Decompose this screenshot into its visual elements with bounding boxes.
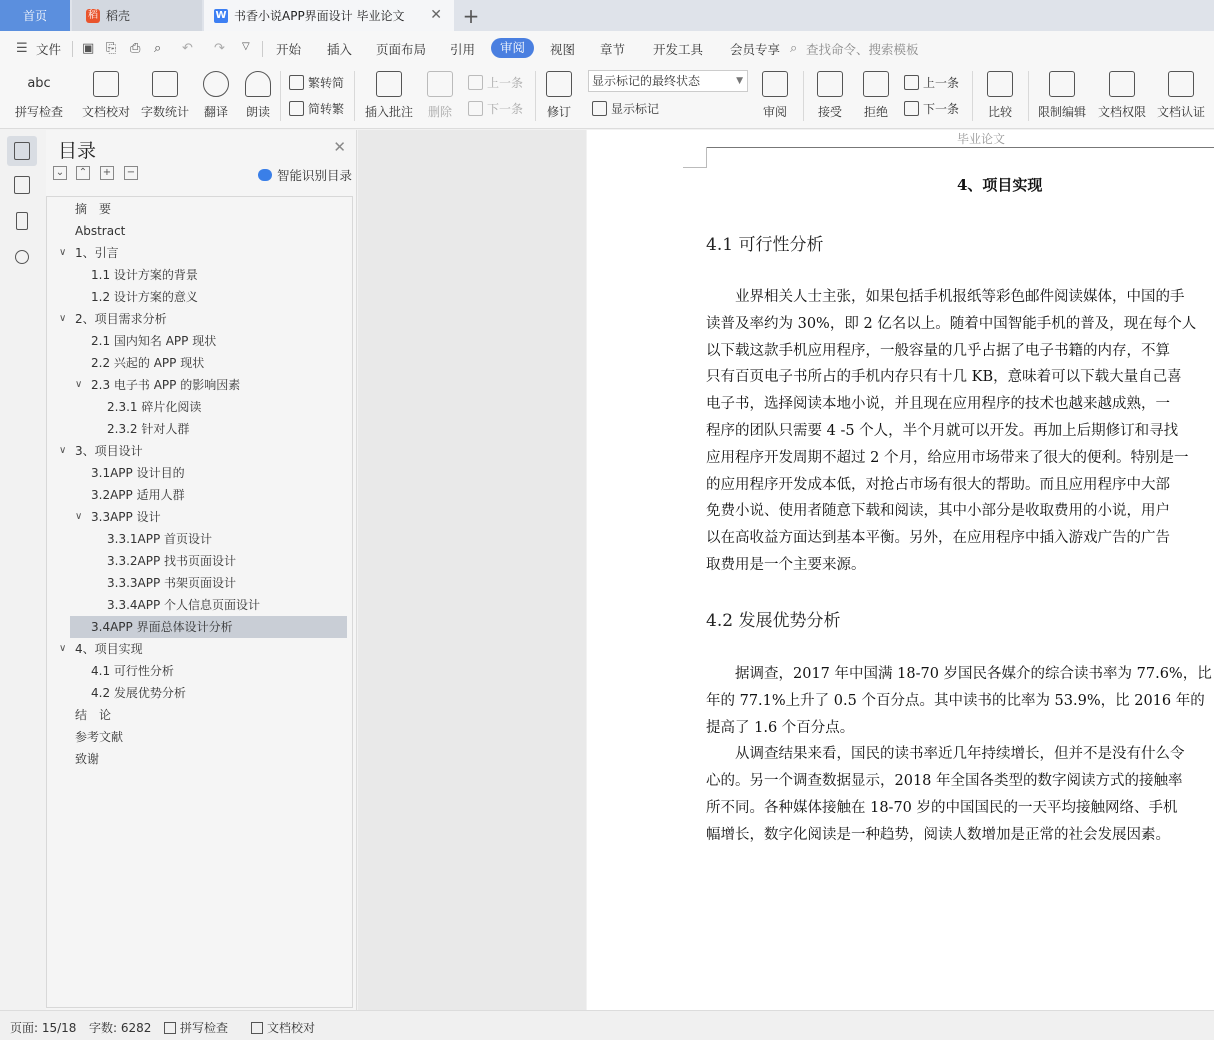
simp-trad-icon — [289, 101, 304, 116]
simp-to-trad-button[interactable] — [289, 100, 344, 117]
toc-item-label: 3.4APP 界面总体设计分析 — [91, 620, 233, 634]
markup-state-select[interactable] — [588, 70, 748, 92]
close-icon[interactable]: ✕ — [333, 138, 346, 156]
tab-bar — [0, 0, 1214, 31]
chapter-nav-button[interactable] — [7, 170, 37, 200]
toc-item[interactable] — [107, 528, 212, 550]
document-gutter — [358, 130, 586, 1010]
daoke-icon: 稻 — [88, 9, 98, 21]
toc-title: 目录 — [58, 140, 97, 162]
next-revision-label: 下一条 — [923, 102, 960, 116]
trad-to-simp-button[interactable] — [289, 74, 344, 91]
prev-comment-button[interactable] — [468, 74, 523, 91]
insert-comment-button[interactable] — [363, 71, 415, 120]
text-line: 幅增长，数字化阅读是一种趋势，阅读人数增加是正常的社会发展因素。 — [706, 826, 1170, 843]
document-page — [587, 130, 1214, 1010]
accept-label: 接受 — [817, 105, 842, 119]
reject-icon — [863, 71, 889, 97]
undo-icon[interactable]: ↶ — [182, 41, 193, 56]
toc-item[interactable] — [91, 660, 174, 682]
doc-rights-icon — [1109, 71, 1135, 97]
text-line: 据调查，2017 年中国满 18-70 岁国民各媒介的综合读书率为 77.6%，比 — [706, 666, 1212, 682]
ribbon-divider — [280, 71, 281, 121]
word-count-label: 字数统计 — [140, 105, 189, 119]
toc-item[interactable] — [107, 550, 236, 572]
chevron-down-icon[interactable]: ∨ — [59, 445, 67, 456]
doc-proof-icon — [93, 71, 119, 97]
chevron-down-icon[interactable]: ∨ — [75, 511, 83, 522]
show-markup-icon — [592, 101, 607, 116]
toc-item[interactable] — [70, 616, 347, 638]
doc-proof-label: 文档校对 — [81, 105, 130, 119]
text-line: 电子书，选择阅读本地小说，并且现在应用程序的技术也越来越成熟，一 — [706, 396, 1170, 413]
prev-revision-button[interactable] — [904, 74, 959, 91]
text-line: 免费小说、使用者随意下载和阅读，其中小部分是收取费用的小说，用户 — [706, 503, 1170, 520]
menu-insert[interactable]: 插入 — [327, 42, 353, 57]
section-4-2-body — [706, 661, 1214, 849]
delete-comment-button[interactable] — [422, 71, 458, 120]
chevron-down-icon: ▼ — [736, 76, 743, 86]
tab-daoke[interactable] — [72, 0, 202, 31]
command-search-input[interactable]: 查找命令、搜索模板 — [806, 42, 919, 57]
read-aloud-icon — [245, 71, 271, 97]
doc-proof-button[interactable] — [80, 71, 132, 120]
lock-document-icon — [1049, 71, 1075, 97]
prev-revision-icon — [904, 75, 919, 90]
toc-item[interactable] — [75, 704, 111, 726]
section-title-4-1: 4.1 可行性分析 — [706, 235, 824, 255]
text-line: 业界相关人士主张，如果包括手机报纸等彩色邮件阅读媒体，中国的手 — [706, 289, 1185, 305]
toc-item-label: 3.3.3APP 书架页面设计 — [107, 576, 237, 590]
ribbon-divider — [972, 71, 973, 121]
chapter-title: 4、项目实现 — [957, 176, 1043, 194]
revise-button[interactable] — [541, 71, 577, 120]
word-count-icon — [152, 71, 178, 97]
new-tab-button[interactable]: + — [462, 3, 480, 28]
toc-item-label: 3、项目设计 — [75, 444, 143, 458]
search-icon — [15, 250, 29, 264]
revise-label: 修订 — [546, 105, 571, 119]
reject-label: 拒绝 — [863, 105, 888, 119]
page-header: 毕业论文 — [957, 132, 1006, 146]
doc-cert-icon — [1168, 71, 1194, 97]
text-line: 只有百页电子书所占的手机内存只有十几 KB，意味着可以下载大量自己喜 — [706, 369, 1182, 386]
hamburger-icon[interactable]: ☰ — [16, 41, 28, 56]
header-rule — [707, 147, 1214, 148]
compare-label: 比较 — [987, 105, 1012, 119]
checkbox-icon — [164, 1022, 176, 1034]
toc-item[interactable] — [59, 440, 143, 462]
restrict-edit-button[interactable] — [1036, 71, 1088, 120]
toc-item-label: 1.1 设计方案的背景 — [91, 268, 198, 282]
trad-simp-icon — [289, 75, 304, 90]
toc-item-label: 2.3.1 碎片化阅读 — [107, 400, 202, 414]
next-comment-label: 下一条 — [487, 102, 524, 116]
reject-button[interactable] — [858, 71, 894, 120]
toc-item[interactable] — [75, 506, 161, 528]
text-line: 从调查结果来看，国民的读书率近几年持续增长，但并不是没有什么令 — [706, 746, 1185, 763]
spell-check-button[interactable] — [10, 71, 68, 120]
chevron-down-icon[interactable]: ∨ — [75, 379, 83, 390]
text-line: 应用程序开发周期不超过 2 个月，给应用市场带来了很大的便利。特别是一 — [706, 449, 1189, 466]
quick-access-dropdown-icon[interactable]: ▽ — [242, 41, 250, 52]
toc-item-label: 1、引言 — [75, 246, 119, 260]
toc-item[interactable] — [75, 374, 241, 396]
toc-item[interactable] — [107, 396, 201, 418]
chapter-icon — [14, 176, 30, 194]
next-comment-button[interactable] — [468, 100, 523, 117]
chevron-down-icon[interactable]: ∨ — [59, 247, 67, 258]
tab-daoke-label: 稻壳 — [106, 9, 131, 23]
ribbon-divider — [354, 71, 355, 121]
save-as-icon[interactable]: ⎘ — [106, 41, 117, 56]
tab-document-label: 书香小说APP界面设计 毕业论文 — [234, 9, 405, 23]
review-pane-label: 审阅 — [762, 105, 787, 119]
menu-section[interactable]: 章节 — [600, 42, 626, 57]
menu-review[interactable]: 审阅 — [491, 38, 534, 58]
status-spell-label: 拼写检查 — [180, 1021, 229, 1035]
text-line: 读普及率约为 30%，即 2 亿名以上。随着中国智能手机的普及，现在每个人 — [706, 315, 1197, 332]
toc-item-label: 2.2 兴起的 APP 现状 — [91, 356, 205, 370]
status-doc-proof[interactable] — [251, 1019, 315, 1036]
toc-item-label: 2.1 国内知名 APP 现状 — [91, 334, 217, 348]
trad-simp-label: 繁转简 — [308, 76, 345, 90]
text-line: 心的。另一个调查数据显示，2018 年全国各类型的数字阅读方式的接触率 — [706, 773, 1183, 790]
text-line: 程序的团队只需要 4 -5 个人，半个月就可以开发。再加上后期修订和寻找 — [706, 422, 1179, 439]
toc-item-label: 3.2APP 适用人群 — [91, 488, 185, 502]
toc-item[interactable] — [107, 594, 260, 616]
toc-item[interactable] — [91, 264, 198, 286]
toc-item[interactable] — [91, 352, 204, 374]
next-comment-icon — [468, 101, 483, 116]
margin-mark — [706, 147, 707, 167]
accept-button[interactable] — [812, 71, 848, 120]
toc-item[interactable] — [75, 220, 125, 242]
accept-icon — [817, 71, 843, 97]
section-title-4-2: 4.2 发展优势分析 — [706, 611, 841, 631]
remove-heading-icon[interactable]: − — [124, 166, 138, 180]
word-count-button[interactable] — [140, 71, 190, 120]
read-aloud-label: 朗读 — [245, 105, 270, 119]
search-icon: ⌕ — [790, 41, 798, 56]
text-line: 提高了 1.6 个百分点。 — [706, 719, 855, 736]
smart-toc-label: 智能识别目录 — [276, 168, 352, 183]
section-4-1-body — [706, 284, 1214, 579]
toc-item-label: 4、项目实现 — [75, 642, 143, 656]
expand-all-icon[interactable]: ⌃ — [76, 166, 90, 180]
insert-comment-label: 插入批注 — [364, 105, 413, 119]
toc-item-label: 3.3.1APP 首页设计 — [107, 532, 213, 546]
doc-rights-label: 文档权限 — [1097, 105, 1146, 119]
prev-comment-label: 上一条 — [487, 76, 524, 90]
ribbon-divider — [535, 71, 536, 121]
status-bar — [0, 1010, 1214, 1040]
add-heading-icon[interactable]: + — [100, 166, 114, 180]
status-proof-label: 文档校对 — [267, 1021, 316, 1035]
insert-comment-icon — [376, 71, 402, 97]
toc-item-label: 结 论 — [75, 708, 112, 722]
toc-item-label: 3.3APP 设计 — [91, 510, 161, 524]
toc-item-label: 3.3.2APP 找书页面设计 — [107, 554, 237, 568]
ai-icon — [258, 169, 272, 181]
toc-item-label: 参考文献 — [75, 730, 124, 744]
word-count-indicator[interactable]: 字数: 6282 — [89, 1021, 152, 1035]
toc-item[interactable] — [91, 682, 186, 704]
menu-page-layout[interactable]: 页面布局 — [376, 42, 427, 57]
menu-bar — [0, 31, 1214, 65]
toc-item-label: 2.3.2 针对人群 — [107, 422, 190, 436]
revise-icon — [546, 71, 572, 97]
text-line: 所不同。各种媒体接触在 18-70 岁的中国国民的一天平均接触网络、手机 — [706, 799, 1178, 816]
save-icon[interactable]: ▣ — [82, 41, 95, 56]
chevron-down-icon[interactable]: ∨ — [59, 313, 67, 324]
outline-icon — [14, 142, 30, 160]
tab-home[interactable] — [0, 0, 70, 31]
close-tab-icon[interactable]: ✕ — [430, 7, 442, 23]
tab-home-label: 首页 — [22, 9, 47, 23]
bookmark-nav-button[interactable] — [7, 206, 37, 236]
translate-button[interactable] — [198, 71, 234, 120]
text-line: 取费用是一个主要来源。 — [706, 556, 866, 573]
next-revision-button[interactable] — [904, 100, 959, 117]
menu-divider — [262, 41, 263, 57]
toc-item-label: 4.2 发展优势分析 — [91, 686, 186, 700]
collapse-all-icon[interactable]: ⌄ — [53, 166, 67, 180]
page-indicator[interactable]: 页面: 15/18 — [10, 1021, 77, 1035]
delete-comment-icon — [427, 71, 453, 97]
compare-icon — [987, 71, 1013, 97]
word-doc-icon: W — [215, 9, 227, 21]
toc-item[interactable] — [59, 308, 167, 330]
proof-icon — [251, 1022, 263, 1034]
toc-item[interactable] — [75, 198, 111, 220]
toc-item-label: 4.1 可行性分析 — [91, 664, 174, 678]
nav-rail — [0, 130, 44, 1010]
toc-item[interactable] — [75, 726, 123, 748]
toc-item[interactable] — [107, 572, 236, 594]
menu-member[interactable]: 会员专享 — [730, 42, 781, 57]
simp-trad-label: 简转繁 — [308, 102, 345, 116]
translate-icon — [203, 71, 229, 97]
review-ribbon — [0, 65, 1214, 129]
chevron-down-icon[interactable]: ∨ — [59, 643, 67, 654]
toc-item[interactable] — [91, 462, 185, 484]
prev-comment-icon — [468, 75, 483, 90]
toc-item[interactable] — [59, 638, 143, 660]
toc-item-label: 3.1APP 设计目的 — [91, 466, 185, 480]
menu-divider — [72, 41, 73, 57]
toc-item[interactable] — [91, 484, 185, 506]
status-spell-check[interactable] — [164, 1019, 228, 1036]
show-markup-button[interactable] — [592, 100, 659, 117]
menu-file[interactable]: 文件 — [36, 42, 62, 57]
toc-item-label: 摘 要 — [75, 202, 112, 216]
markup-state-value: 显示标记的最终状态 — [592, 74, 701, 88]
toc-item[interactable] — [75, 748, 99, 770]
smart-toc-button[interactable] — [258, 166, 352, 184]
margin-mark — [683, 167, 707, 168]
next-revision-icon — [904, 101, 919, 116]
toc-item[interactable] — [107, 418, 189, 440]
bookmark-icon — [16, 212, 28, 230]
menu-reference[interactable]: 引用 — [450, 42, 476, 57]
ribbon-divider — [803, 71, 804, 121]
menu-view[interactable]: 视图 — [550, 42, 576, 57]
toc-panel — [46, 130, 357, 1010]
review-pane-icon — [762, 71, 788, 97]
restrict-edit-label: 限制编辑 — [1037, 105, 1086, 119]
toc-item[interactable] — [59, 242, 119, 264]
show-markup-label: 显示标记 — [611, 102, 660, 116]
text-line: 以下载这款手机应用程序，一般容量的几乎占据了电子书籍的内存，不算 — [706, 342, 1170, 359]
doc-cert-label: 文档认证 — [1156, 105, 1205, 119]
toc-item[interactable] — [91, 330, 216, 352]
compare-button[interactable] — [980, 71, 1020, 120]
ribbon-divider — [1028, 71, 1029, 121]
translate-label: 翻译 — [203, 105, 228, 119]
print-icon[interactable]: ⎙ — [130, 41, 141, 56]
doc-rights-button[interactable] — [1096, 71, 1148, 120]
tab-document[interactable] — [204, 0, 454, 31]
menu-developer[interactable]: 开发工具 — [653, 42, 704, 57]
text-line: 年的 77.1%上升了 0.5 个百分点。其中读书的比率为 53.9%，比 2016 年的 — [706, 692, 1205, 709]
toc-item-label: 2.3 电子书 APP 的影响因素 — [91, 378, 241, 392]
search-nav-button[interactable] — [7, 242, 37, 272]
delete-comment-label: 删除 — [427, 105, 452, 119]
menu-start[interactable]: 开始 — [276, 42, 302, 57]
doc-cert-button[interactable] — [1155, 71, 1207, 120]
spell-check-label: 拼写检查 — [14, 105, 63, 119]
toc-item[interactable] — [91, 286, 198, 308]
toc-nav-button[interactable] — [7, 136, 37, 166]
toc-item-label: 3.3.4APP 个人信息页面设计 — [107, 598, 261, 612]
toc-item-label: 2、项目需求分析 — [75, 312, 167, 326]
spell-check-icon: abc — [27, 76, 51, 91]
toc-item-label: 1.2 设计方案的意义 — [91, 290, 198, 304]
print-preview-icon[interactable]: ⌕ — [154, 41, 162, 56]
prev-revision-label: 上一条 — [923, 76, 960, 90]
review-pane-button[interactable] — [757, 71, 793, 120]
text-line: 的应用程序开发成本低，对抢占市场有很大的帮助。而且应用程序中大部 — [706, 476, 1170, 493]
text-line: 以在高收益方面达到基本平衡。另外，在应用程序中插入游戏广告的广告 — [706, 530, 1170, 547]
redo-icon[interactable]: ↷ — [214, 41, 225, 56]
toc-item-label: 致谢 — [75, 752, 100, 766]
toc-item-label: Abstract — [75, 224, 126, 238]
read-aloud-button[interactable] — [243, 71, 273, 120]
